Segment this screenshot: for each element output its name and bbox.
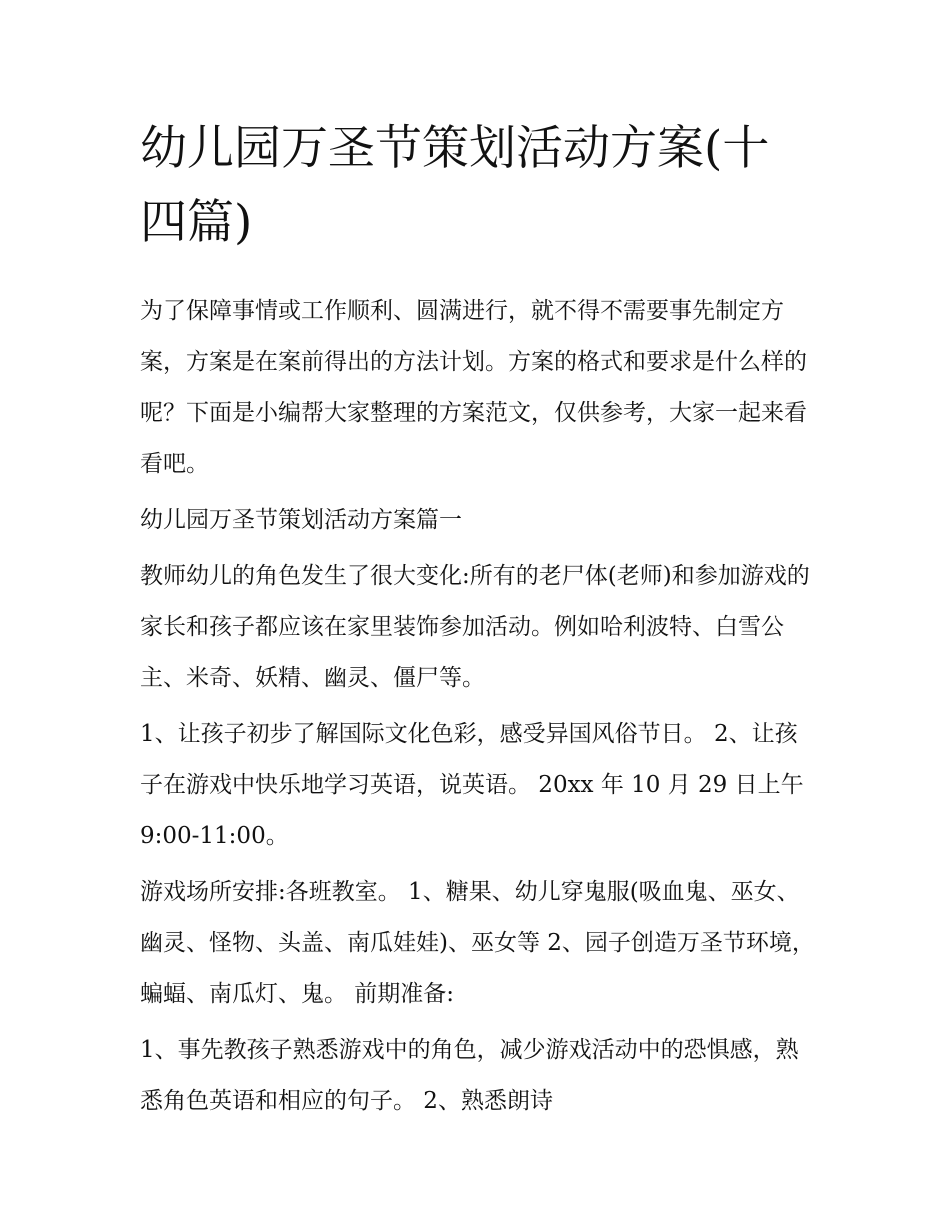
body-paragraph: 1、让孩子初步了解国际文化色彩，感受异国风俗节日。 2、让孩子在游戏中快乐地学习英语，说英语。 20xx 年 10 月 29 日上午 9:00-11:00。 (140, 721, 804, 849)
section-heading: 幼儿园万圣节策划活动方案篇一 (140, 507, 462, 533)
document-body (140, 112, 815, 1132)
intro-paragraph: 为了保障事情或工作顺利、圆满进行，就不得不需要事先制定方案，方案是在案前得出的方法计划。方案的格式和要求是什么样的呢？下面是小编帮大家整理的方案范文，仅供参考，大家一起来看看吧。 (140, 298, 807, 477)
body-paragraph: 1、事先教孩子熟悉游戏中的角色，减少游戏活动中的恐惧感，熟悉角色英语和相应的句子。 2、熟悉朗诗 (140, 1037, 799, 1114)
document-title: 幼儿园万圣节策划活动方案(十四篇) (140, 121, 770, 250)
body-paragraph: 游戏场所安排:各班教室。 1、糖果、幼儿穿鬼服(吸血鬼、巫女、幽灵、怪物、头盖、南瓜娃娃)、巫女等 2、园子创造万圣节环境，蝙蝠、南瓜灯、鬼。 前期准备: (140, 879, 815, 1007)
body-paragraph: 教师幼儿的角色发生了很大变化:所有的老尸体(老师)和参加游戏的家长和孩子都应该在家里装饰参加活动。例如哈利波特、白雪公主、米奇、妖精、幽灵、僵尸等。 (140, 563, 810, 691)
